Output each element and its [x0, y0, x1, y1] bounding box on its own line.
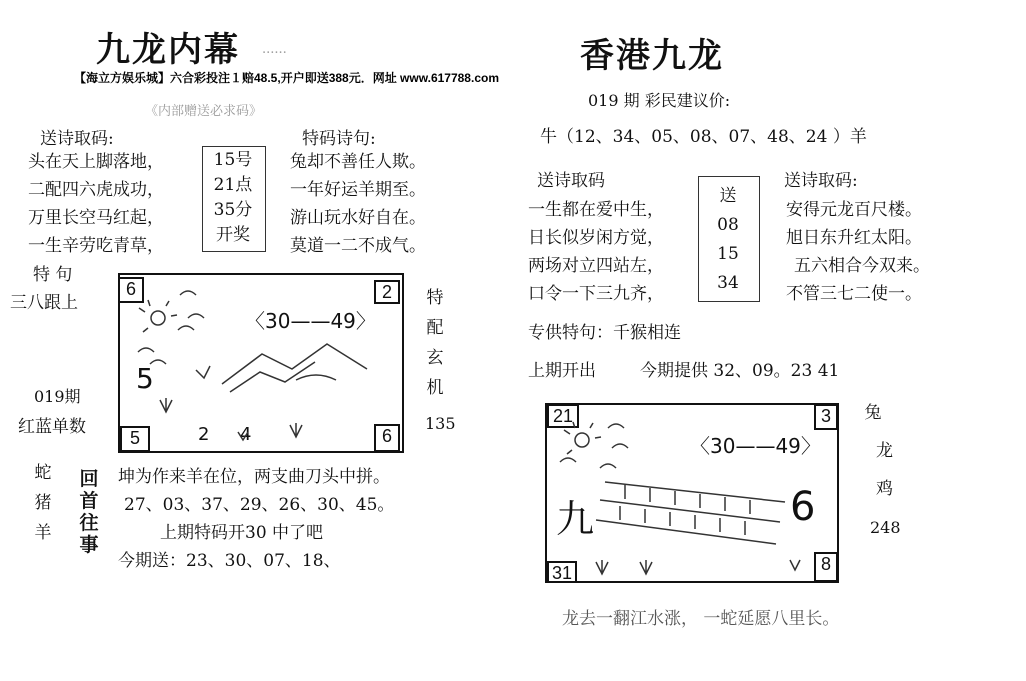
- side-char: 机: [426, 378, 444, 398]
- huishou-char: 事: [79, 534, 99, 556]
- right-range-text: 〈30——49〉: [690, 434, 821, 458]
- send-box-line: 15: [717, 244, 739, 264]
- left-poem2: 坤为作来羊在位，两支曲刀头中拼。: [118, 467, 390, 487]
- animal-char: 龙: [876, 441, 893, 461]
- special-poem-line: 莫道一二不成气。: [290, 236, 426, 256]
- last-open: 上期开出: [528, 361, 596, 381]
- send-box-line: 送: [719, 186, 737, 206]
- huishou-char: 首: [79, 490, 99, 512]
- niu-line: 牛（12、34、05、08、07、48、24 ）羊: [540, 127, 867, 147]
- animal-char: 羊: [34, 523, 52, 543]
- right-bottom-line: 龙去一翻江水涨， 一蛇延愿八里长。: [562, 609, 840, 629]
- today-send: 今期送：23、30、07、18、: [118, 551, 341, 571]
- left-poem-line: 一生辛劳吃青草，: [28, 236, 164, 256]
- side-char: 玄: [426, 348, 444, 368]
- left-numbers: 27、03、37、29、26、30、45。: [124, 495, 395, 515]
- right-poem-line: 五六相合今双来。: [794, 256, 930, 276]
- right-corner-bl: 31: [547, 561, 577, 583]
- draw-time-line: 35分: [213, 200, 253, 220]
- left-corner-tr: 2: [374, 280, 400, 304]
- left-title: 九龙内幕: [96, 30, 240, 70]
- draw-time-line: 开奖: [216, 225, 250, 245]
- left-bottom-digit: 4: [240, 424, 252, 445]
- hongdan-label: 红蓝单数: [18, 417, 86, 437]
- last-special-code: 上期特码开30 中了吧: [160, 523, 324, 543]
- draw-time-line: 15号: [213, 150, 253, 170]
- right-poem-line: 口令一下三九齐，: [528, 284, 664, 304]
- right-corner-br: 8: [814, 552, 838, 582]
- ad-banner[interactable]: 【海立方娱乐城】六合彩投注１赔48.5,开户即送388元．网址 www.617788.com: [74, 71, 499, 85]
- right-side-animals: [858, 394, 893, 508]
- right-picture-six: 6: [790, 484, 816, 530]
- right-poem-line: 日长似岁闲方觉，: [528, 228, 664, 248]
- left-poem-line: 头在天上脚落地，: [28, 152, 164, 172]
- side-char: 配: [426, 318, 444, 338]
- side-char: 特: [426, 288, 444, 308]
- left-poem-line: 二配四六虎成功，: [28, 180, 164, 200]
- left-range-text: 〈30——49〉: [245, 309, 376, 333]
- left-picture-digit: 5: [136, 362, 154, 395]
- left-corner-tl: 6: [118, 277, 144, 303]
- right-poem-heading-right: 送诗取码:: [784, 171, 858, 191]
- special-poem-line: 游山玩水好自在。: [290, 208, 426, 228]
- left-corner-bl: 5: [120, 426, 150, 452]
- left-subtitle: 《内部赠送必求码》: [145, 104, 263, 119]
- right-issue-line: 019 期 彩民建议价:: [588, 91, 731, 110]
- animal-char: 鸡: [876, 479, 893, 499]
- special-poem-line: 一年好运羊期至。: [290, 180, 426, 200]
- right-corner-tr: 3: [814, 404, 838, 430]
- right-title: 香港九龙: [580, 36, 724, 76]
- left-title-faint: ......: [262, 42, 287, 57]
- left-poem-heading: 送诗取码:: [40, 129, 114, 149]
- animal-char: 猪: [34, 493, 52, 513]
- left-special-heading: 特码诗句:: [302, 129, 376, 149]
- send-box-line: 34: [717, 273, 739, 293]
- right-corner-tl: 21: [547, 404, 579, 428]
- right-poem-line: 两场对立四站左，: [528, 256, 664, 276]
- left-bottom-digit: 2: [198, 424, 210, 445]
- huishou-char: 往: [79, 512, 99, 534]
- left-side-number: 135: [425, 414, 456, 433]
- this-offer: 今期提供 32、09。23 41: [640, 361, 840, 381]
- right-poem-line: 旭日东升红太阳。: [786, 228, 922, 248]
- te-ju-text: 三八跟上: [10, 293, 78, 313]
- special-offer: 专供特句：千猴相连: [528, 323, 681, 343]
- right-poem-heading-left: 送诗取码: [537, 171, 605, 191]
- send-box-line: 08: [717, 215, 739, 235]
- special-poem-line: 兔却不善任人欺。: [290, 152, 426, 172]
- right-side-number: 248: [870, 518, 901, 537]
- animal-char: 蛇: [34, 463, 52, 483]
- right-poem-line: 安得元龙百尺楼。: [786, 200, 922, 220]
- huishou-char: 回: [79, 468, 99, 490]
- right-poem-line: 不管三七二使一。: [786, 284, 922, 304]
- te-ju-label: 特 句: [33, 265, 73, 285]
- left-issue: 019期: [34, 387, 81, 406]
- right-poem-line: 一生都在爱中生，: [528, 200, 664, 220]
- left-poem-line: 万里长空马红起，: [28, 208, 164, 228]
- right-picture-jiu: 九: [556, 497, 595, 541]
- animal-char: 兔: [864, 403, 882, 423]
- left-corner-br: 6: [374, 424, 400, 452]
- draw-time-line: 21点: [213, 175, 253, 195]
